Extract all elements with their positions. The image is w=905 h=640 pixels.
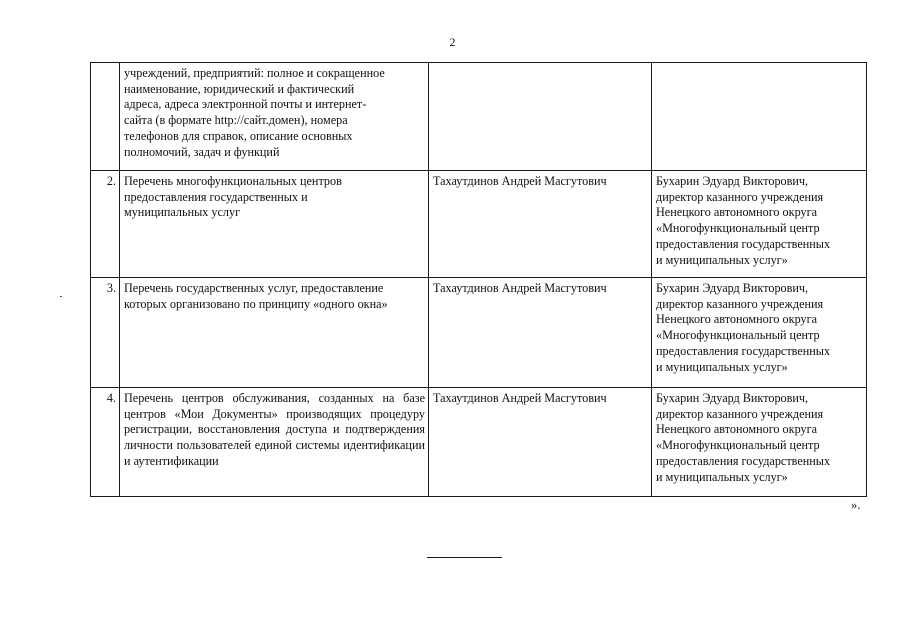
- contact-person: Бухарин Эдуард Викторович, директор казанного учреждения Ненецкого автономного округа «Многофункциональный центр предоставления государственных и муниципальных услуг»: [652, 278, 867, 388]
- contact-person: [652, 63, 867, 171]
- table-row: [91, 171, 867, 278]
- item-name: Перечень государственных услуг, предоставление которых организовано по принципу «одного окна»: [120, 278, 429, 388]
- contact-person: Бухарин Эдуард Викторович, директор казанного учреждения Ненецкого автономного округа «Многофункциональный центр предоставления государственных и муниципальных услуг»: [652, 171, 867, 278]
- page-number: 2: [449, 35, 456, 49]
- row-number: [91, 63, 120, 171]
- responsible-person: Тахаутдинов Андрей Масгутович: [429, 171, 652, 278]
- end-of-document-rule: [427, 557, 502, 558]
- scan-speck: [60, 296, 62, 297]
- table-row: [91, 63, 867, 171]
- item-name: учреждений, предприятий: полное и сокращенное наименование, юридический и фактический адреса, адреса электронной почты и интернет- сайта (в формате http://сайт.домен), номера телефонов для справок, описание основных полномочий, задач и функций: [120, 63, 429, 171]
- row-number: 4.: [91, 388, 120, 497]
- row-number: 3.: [91, 278, 120, 388]
- table-row: [91, 388, 867, 497]
- item-name: Перечень центров обслуживания, созданных на базе центров «Мои Документы» производящих процедуру регистрации, восстановления доступа и подтверждения личности пользователей единой системы идентификации и аутентификации: [120, 388, 429, 497]
- document-table: [90, 62, 867, 497]
- responsible-person: Тахаутдинов Андрей Масгутович: [429, 388, 652, 497]
- row-number: 2.: [91, 171, 120, 278]
- item-name: Перечень многофункциональных центров предоставления государственных и муниципальных услуг: [120, 171, 429, 278]
- closing-quote-mark: ».: [851, 498, 861, 512]
- table-row: [91, 278, 867, 388]
- contact-person: Бухарин Эдуард Викторович, директор казанного учреждения Ненецкого автономного округа «Многофункциональный центр предоставления государственных и муниципальных услуг»: [652, 388, 867, 497]
- responsible-person: [429, 63, 652, 171]
- responsible-person: Тахаутдинов Андрей Масгутович: [429, 278, 652, 388]
